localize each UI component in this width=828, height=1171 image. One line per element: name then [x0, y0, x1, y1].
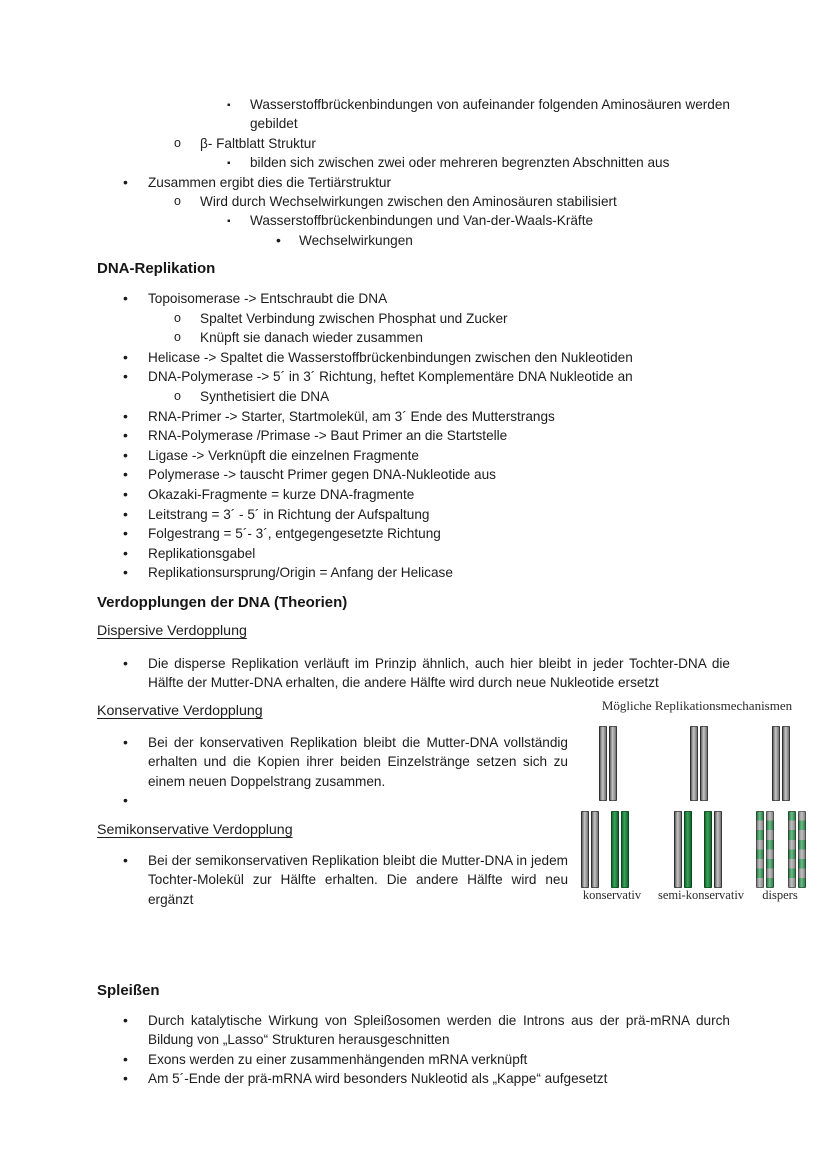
parent-strand-pair-dispers [772, 726, 790, 801]
bullet-icon: • [123, 525, 128, 542]
dna-strand-bar-gray [772, 726, 780, 801]
dna-strand-bar-gray [591, 811, 599, 888]
dna-strand-bar-gray [599, 726, 607, 801]
list-item [0, 173, 828, 192]
dna-strand-bar-mixed [788, 811, 796, 888]
bullet-icon: • [123, 655, 128, 671]
figure-title: Mögliche Replikationsmechanismen [601, 698, 793, 713]
daughter-pair-semikonservativ-1 [674, 811, 692, 888]
list-item [0, 289, 828, 309]
bullet-icon: • [123, 173, 128, 190]
list-item-text: Knüpft sie danach wieder zusammen [200, 330, 423, 346]
list-item [0, 1050, 828, 1069]
dna-strand-bar-green [704, 811, 712, 888]
list-item-text: Wechselwirkungen [299, 232, 413, 248]
bullet-icon: • [123, 427, 128, 444]
bullet-icon: o [174, 310, 181, 325]
bullet-icon: • [123, 368, 128, 385]
bullet-icon: • [123, 466, 128, 483]
dispersive-paragraph [0, 654, 828, 693]
list-item-text: Ligase -> Verknüpft die einzelnen Fragmente [148, 447, 419, 463]
bullet-icon: • [123, 348, 128, 365]
list-item [0, 387, 828, 407]
list-item [0, 1069, 828, 1088]
list-item [0, 95, 828, 134]
list-item-text: Spaltet Verbindung zwischen Phosphat und Zucker [200, 310, 508, 326]
list-item-text: Wasserstoffbrückenbindungen von aufeinander folgenden Aminosäuren werden gebildet [250, 97, 730, 132]
list-item-text: Replikationsursprung/Origin = Anfang der Helicase [148, 565, 453, 581]
section-heading-dna-replikation: DNA-Replikation [97, 260, 216, 277]
parent-strand-pair-semikonservativ [690, 726, 708, 801]
list-item [0, 134, 828, 153]
list-item [0, 505, 828, 525]
list-item [0, 524, 828, 544]
list-item [0, 309, 828, 329]
dna-strand-bar-gray [782, 726, 790, 801]
list-item-text: Replikationsgabel [148, 545, 256, 561]
parent-strand-pair-konservativ [599, 726, 617, 801]
bullet-icon: • [123, 1069, 128, 1086]
list-item-text: Exons werden zu einer zusammenhängenden mRNA verknüpft [148, 1051, 528, 1067]
list-item-text: Die disperse Replikation verläuft im Prinzip ähnlich, auch hier bleibt in jeder Tochter-DNA die Hälfte der Mutter-DNA erhalten, die andere Hälfte wird durch neue Nukleotide ersetzt [148, 656, 730, 691]
bullet-icon: o [174, 388, 181, 403]
bullet-icon: • [123, 852, 128, 868]
list-item-text: Am 5´-Ende der prä-mRNA wird besonders Nukleotid als „Kappe“ aufgesetzt [148, 1070, 608, 1086]
list-item-text: Helicase -> Spaltet die Wasserstoffbrückenbindungen zwischen den Nukleotiden [148, 349, 633, 365]
list-item-text: Okazaki-Fragmente = kurze DNA-fragmente [148, 486, 415, 502]
daughter-pair-dispers-1 [756, 811, 774, 888]
dna-strand-bar-gray [690, 726, 698, 801]
bullet-icon: • [276, 231, 281, 248]
list-item-text: β- Faltblatt Struktur [200, 135, 316, 151]
bullet-icon: • [123, 1012, 128, 1028]
list-item [0, 1011, 828, 1050]
bullet-icon: • [123, 407, 128, 424]
dna-strand-bar-green [684, 811, 692, 888]
bullet-icon: • [123, 485, 128, 502]
list-item [0, 231, 828, 250]
spleissen-list [0, 1011, 828, 1088]
bullet-icon: • [123, 290, 128, 306]
bullet-icon: ▪ [227, 216, 231, 228]
list-item [0, 192, 828, 211]
list-item [0, 407, 828, 427]
bullet-icon: o [174, 135, 181, 150]
subheading-konservativ: Konservative Verdopplung [97, 703, 263, 719]
bullet-icon: • [123, 505, 128, 522]
figure-label-dispers: dispers [762, 888, 798, 902]
list-item-text: Durch katalytische Wirkung von Spleißosomen werden die Introns aus der prä-mRNA durch Bildung von „Lasso“ Strukturen herausgeschnitten [148, 1013, 730, 1048]
list-item [0, 348, 828, 368]
section-heading-spleissen: Spleißen [97, 982, 160, 999]
list-item [0, 153, 828, 172]
bullet-icon: o [174, 194, 181, 209]
dna-strand-bar-gray [674, 811, 682, 888]
daughter-pair-konservativ-2 [611, 811, 629, 888]
daughter-pair-konservativ-1 [581, 811, 599, 888]
daughter-pair-semikonservativ-2 [704, 811, 722, 888]
dna-strand-bar-gray [609, 726, 617, 801]
subheading-dispersive: Dispersive Verdopplung [97, 623, 247, 639]
list-item-text: Bei der konservativen Replikation bleibt die Mutter-DNA vollständig erhalten und die Kopien ihrer beiden Einzelstränge setzen sich zu einem neuen Doppelstrang zusammen. [148, 735, 568, 789]
bullet-icon: ▪ [227, 100, 231, 111]
list-item [0, 328, 828, 348]
dna-strand-bar-green [611, 811, 619, 888]
dna-strand-bar-mixed [766, 811, 774, 888]
bullet-icon: • [123, 792, 128, 808]
list-item-text: Zusammen ergibt dies die Tertiärstruktur [148, 174, 392, 190]
dna-strand-bar-mixed [756, 811, 764, 888]
figure-label-konservativ: konservativ [582, 888, 642, 902]
list-item-text: DNA-Polymerase -> 5´ in 3´ Richtung, heftet Komplementäre DNA Nukleotide an [148, 369, 633, 385]
list-item-text: Polymerase -> tauscht Primer gegen DNA-Nukleotide aus [148, 467, 496, 483]
list-item [0, 426, 828, 446]
list-item-text: RNA-Primer -> Starter, Startmolekül, am 3´ Ende des Mutterstrangs [148, 408, 555, 424]
bullet-icon: ▪ [227, 158, 231, 170]
list-item-text: Synthetisiert die DNA [200, 388, 330, 404]
list-item-text: Topoisomerase -> Entschraubt die DNA [148, 291, 388, 306]
dna-strand-bar-mixed [798, 811, 806, 888]
replication-mechanisms-figure [578, 698, 816, 910]
bullet-icon: • [123, 1050, 128, 1067]
bullet-icon: • [123, 734, 128, 750]
list-item-text: Bei der semikonservativen Replikation bleibt die Mutter-DNA in jedem Tochter-Molekül zur Hälfte erhalten. Die andere Hälfte wird neu ergänzt [148, 853, 568, 907]
list-item [0, 485, 828, 505]
list-item [0, 446, 828, 466]
bullet-icon: • [123, 446, 128, 463]
figure-label-semikonservativ: semi-konservativ [657, 888, 745, 902]
section-heading-verdopplungen: Verdopplungen der DNA (Theorien) [97, 594, 348, 611]
list-item [0, 465, 828, 485]
dna-strand-bar-gray [714, 811, 722, 888]
list-item-text: Wasserstoffbrückenbindungen und Van-der-Waals-Kräfte [250, 213, 594, 229]
list-item-text: Leitstrang = 3´ - 5´ in Richtung der Aufspaltung [148, 506, 430, 522]
list-item [0, 544, 828, 564]
dna-replikation-list [0, 289, 828, 583]
subheading-semikonservativ: Semikonservative Verdopplung [97, 822, 293, 838]
dna-strand-bar-gray [581, 811, 589, 888]
list-item-text: RNA-Polymerase /Primase -> Baut Primer an die Startstelle [148, 428, 508, 444]
dna-strand-bar-gray [700, 726, 708, 801]
dna-strand-bar-green [621, 811, 629, 888]
protein-structure-list [0, 95, 828, 250]
list-item-text: Wird durch Wechselwirkungen zwischen den Aminosäuren stabilisiert [200, 194, 617, 210]
list-item [0, 563, 828, 583]
bullet-icon: • [123, 544, 128, 561]
bullet-icon: • [123, 564, 128, 581]
list-item-text: bilden sich zwischen zwei oder mehreren begrenzten Abschnitten aus [250, 155, 670, 171]
bullet-icon: o [174, 330, 181, 345]
list-item [0, 367, 828, 387]
list-item-text: Folgestrang = 5´- 3´, entgegengesetzte Richtung [148, 526, 441, 542]
list-item [0, 654, 828, 693]
daughter-pair-dispers-2 [788, 811, 806, 888]
list-item [0, 211, 828, 230]
